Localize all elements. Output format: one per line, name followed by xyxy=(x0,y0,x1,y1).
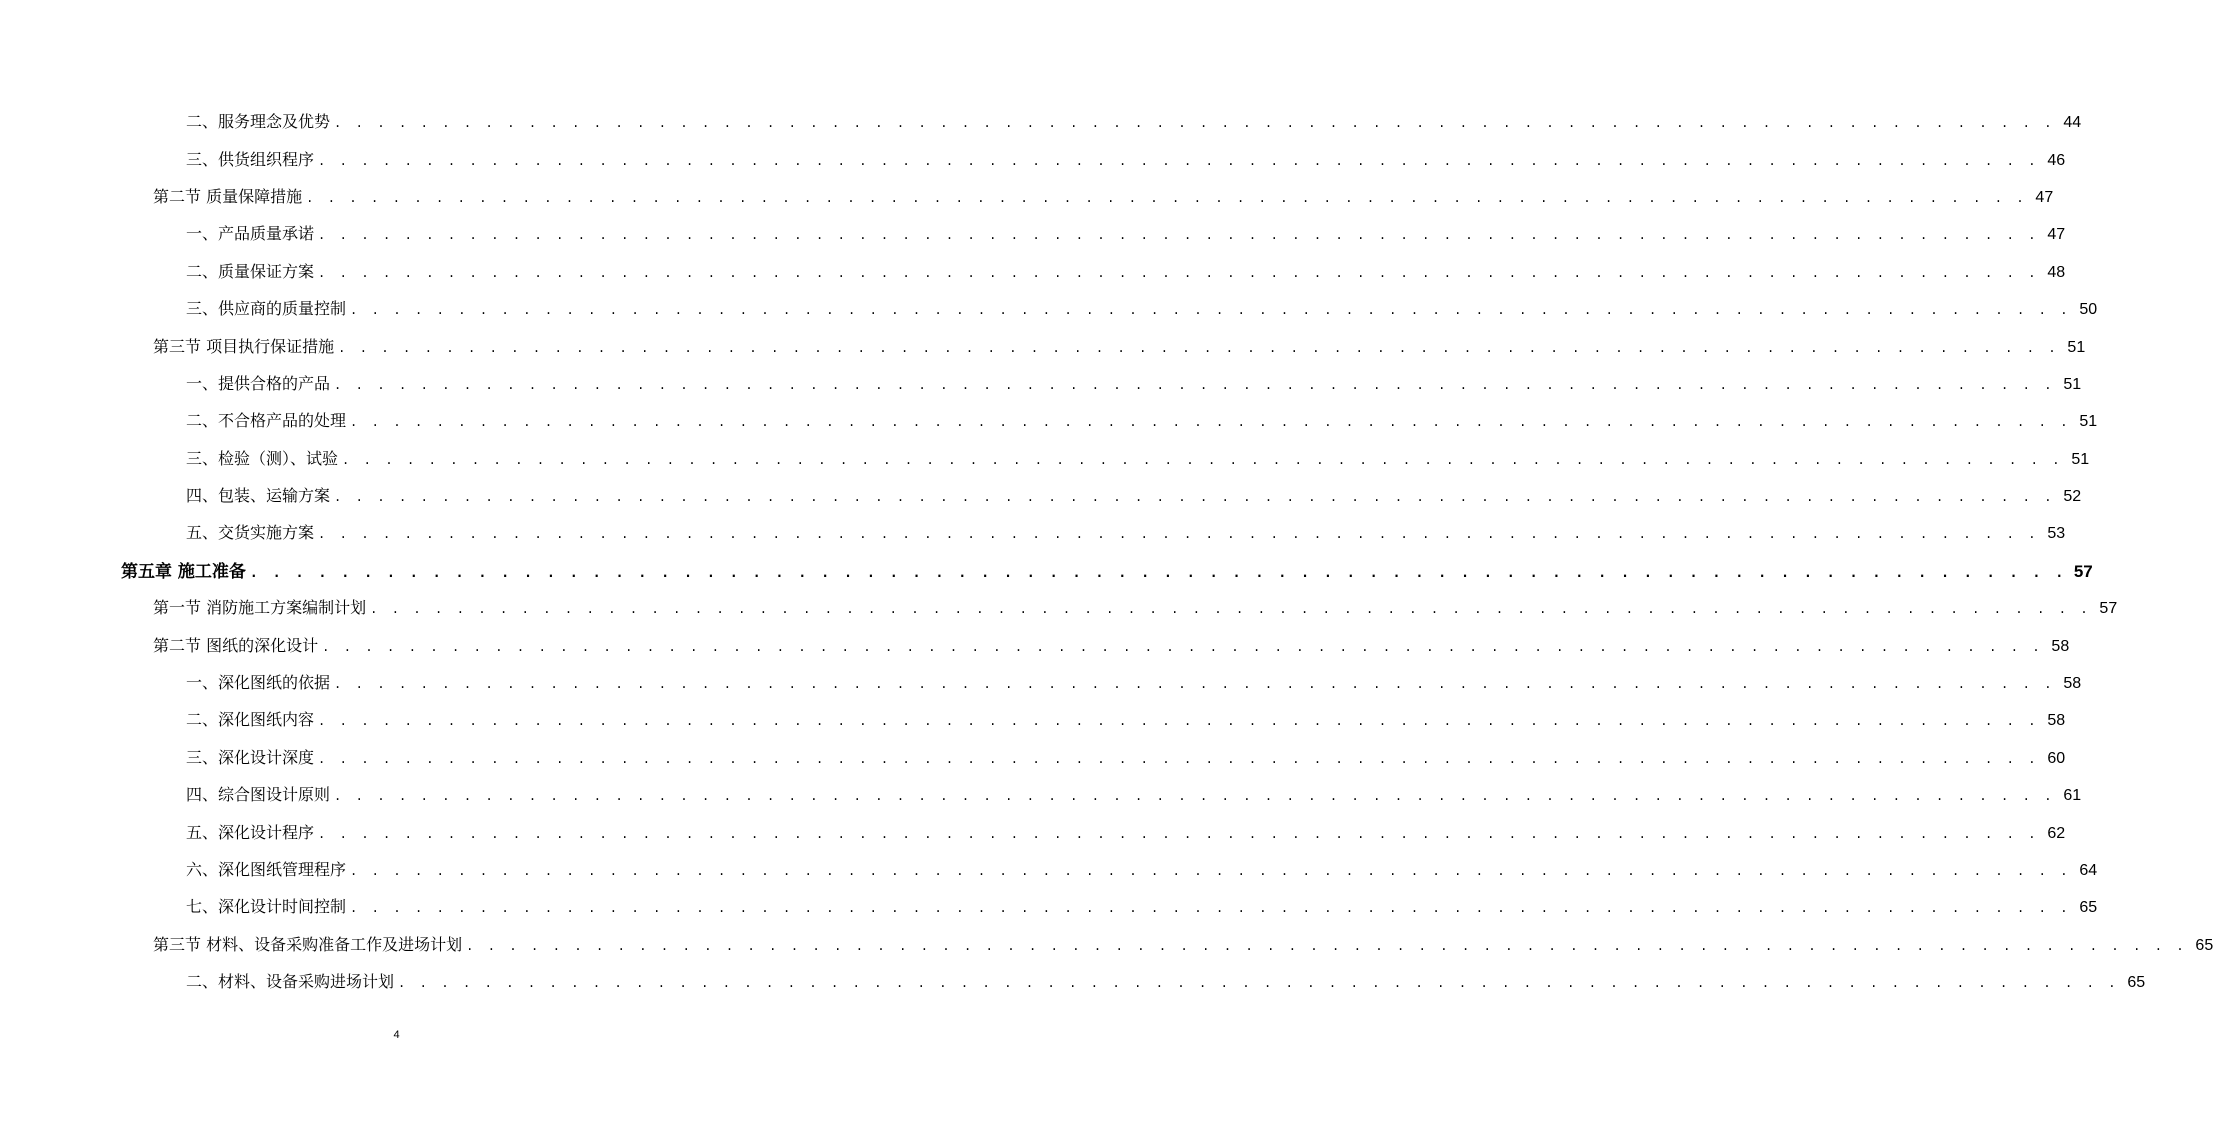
toc-entry-page-number: 44 xyxy=(2063,114,2082,132)
toc-subsection-entry[interactable] xyxy=(0,700,2066,737)
toc-entry-title: 二、质量保证方案 xyxy=(186,261,315,281)
toc-dot-leader: . . . . . . . . . . . . . . . . . . . . . . . . . . . . . . . . . . . . . . . . . . . . . . . . . . . . . . . . . . . . . . . . . . . . . . . . . . . . . . . . xyxy=(318,265,2040,280)
toc-section-entry[interactable] xyxy=(0,588,2118,625)
table-of-contents xyxy=(0,102,2213,999)
toc-subsection-entry[interactable] xyxy=(0,289,2098,326)
toc-subsection-entry[interactable] xyxy=(0,439,2090,476)
toc-dot-leader: . . . . . . . . . . . . . . . . . . . . . . . . . . . . . . . . . . . . . . . . . . . . . . . . . . . . . . . . . . . . . . . . . . . . . . . . . . . . . . . . xyxy=(370,602,2092,617)
toc-entry-page-number: 65 xyxy=(2195,936,2213,954)
toc-dot-leader: . . . . . . . . . . . . . . . . . . . . . . . . . . . . . . . . . . . . . . . . . . . . . . . . . . . . . . . . . . . . . . . . . . . . . . . . . . . . . . . . xyxy=(318,826,2040,841)
toc-entry-line xyxy=(186,857,2098,880)
toc-subsection-entry[interactable] xyxy=(0,962,2146,999)
toc-entry-title: 六、深化图纸管理程序 xyxy=(186,860,347,879)
toc-entry-title: 一、提供合格的产品 xyxy=(186,373,331,393)
toc-entry-title: 三、深化设计深度 xyxy=(186,747,315,767)
toc-subsection-entry[interactable] xyxy=(0,775,2082,812)
toc-entry-page-number: 47 xyxy=(2047,226,2066,244)
toc-subsection-entry[interactable] xyxy=(0,887,2098,924)
toc-entry-line xyxy=(186,259,2066,282)
toc-dot-leader: . . . . . . . . . . . . . . . . . . . . . . . . . . . . . . . . . . . . . . . . . . . . . . . . . . . . . . . . . . . . . . . . . . . . . . . . . . . . . . . . xyxy=(318,153,2040,168)
toc-entry-line xyxy=(186,408,2098,431)
toc-entry-line xyxy=(153,184,2054,207)
toc-entry-line xyxy=(186,894,2098,917)
toc-dot-leader: . . . . . . . . . . . . . . . . . . . . . . . . . . . . . . . . . . . . . . . . . . . . . . . . . . . . . . . . . . . . . . . . . . . . . . . . . . . . . . . . xyxy=(318,714,2040,729)
toc-entry-line xyxy=(186,296,2098,319)
toc-subsection-entry[interactable] xyxy=(0,364,2082,401)
toc-section-entry[interactable] xyxy=(0,925,2213,962)
toc-entry-page-number: 52 xyxy=(2063,488,2082,506)
toc-entry-title: 第五章 施工准备 xyxy=(121,561,246,582)
toc-dot-leader: . . . . . . . . . . . . . . . . . . . . . . . . . . . . . . . . . . . . . . . . . . . . . . . . . . . . . . . . . . . . . . . . . . . . . . . . . . . . . . . . xyxy=(318,751,2040,766)
toc-subsection-entry[interactable] xyxy=(0,102,2082,139)
toc-entry-title: 二、服务理念及优势 xyxy=(186,112,331,132)
toc-entry-title: 第二节 质量保障措施 xyxy=(153,186,303,206)
toc-entry-line xyxy=(186,707,2066,730)
toc-entry-title: 二、不合格产品的处理 xyxy=(186,411,347,431)
toc-section-entry[interactable] xyxy=(0,625,2070,662)
toc-section-entry[interactable] xyxy=(0,177,2054,214)
toc-entry-page-number: 65 xyxy=(2127,974,2146,992)
toc-entry-title: 第三节 材料、设备采购准备工作及进场计划 xyxy=(153,934,463,954)
toc-dot-leader: . . . . . . . . . . . . . . . . . . . . . . . . . . . . . . . . . . . . . . . . . . . . . . . . . . . . . . . . . . . . . . . . . . . . . . . . . . . . . . . . xyxy=(338,340,2060,355)
toc-subsection-entry[interactable] xyxy=(0,252,2066,289)
toc-entry-line xyxy=(153,633,2070,656)
toc-entry-page-number: 46 xyxy=(2047,151,2066,169)
toc-entry-title: 第三节 项目执行保证措施 xyxy=(153,336,335,356)
toc-section-entry[interactable] xyxy=(0,326,2086,363)
toc-entry-title: 五、交货实施方案 xyxy=(186,523,315,543)
toc-dot-leader: . . . . . . . . . . . . . . . . . . . . . . . . . . . . . . . . . . . . . . . . . . . . . . . . . . . . . . . . . . . . . . . . . . . . . . . . . . . . . . . . xyxy=(334,116,2056,131)
toc-entry-page-number: 61 xyxy=(2063,787,2082,805)
toc-dot-leader: . . . . . . . . . . . . . . . . . . . . . . . . . . . . . . . . . . . . . . . . . . . . . . . . . . . . . . . . . . . . . . . . . . . . . . . . . . . . . . . . xyxy=(350,864,2072,878)
toc-entry-page-number: 48 xyxy=(2047,263,2066,281)
toc-entry-line xyxy=(186,371,2082,394)
toc-dot-leader: . . . . . . . . . . . . . . . . . . . . . . . . . . . . . . . . . . . . . . . . . . . . . . . . . . . . . . . . . . . . . . . . . . . . . . . . . . . . . . . . xyxy=(318,228,2040,243)
toc-entry-title: 五、深化设计程序 xyxy=(186,822,315,842)
toc-entry-page-number: 51 xyxy=(2063,375,2082,393)
toc-subsection-entry[interactable] xyxy=(0,663,2082,700)
toc-entry-page-number: 51 xyxy=(2067,338,2086,356)
toc-entry-page-number: 53 xyxy=(2047,525,2066,543)
toc-entry-page-number: 51 xyxy=(2071,450,2090,468)
toc-entry-line xyxy=(186,745,2066,768)
toc-entry-title: 三、供货组织程序 xyxy=(186,149,315,169)
toc-entry-title: 四、综合图设计原则 xyxy=(186,785,331,805)
toc-subsection-entry[interactable] xyxy=(0,812,2066,849)
toc-dot-leader: . . . . . . . . . . . . . . . . . . . . . . . . . . . . . . . . . . . . . . . . . . . . . . . . . . . . . . . . . . . . . . . . . . . . . . . . . . . . . . . . xyxy=(334,377,2056,392)
toc-dot-leader: . . . . . . . . . . . . . . . . . . . . . . . . . . . . . . . . . . . . . . . . . . . . . . . . . . . . . . . . . . . . . . . . . . . . . . . . . . . . . . . . xyxy=(318,527,2040,542)
toc-chapter-entry[interactable] xyxy=(0,551,2093,588)
toc-entry-title: 三、供应商的质量控制 xyxy=(186,299,347,319)
toc-dot-leader: . . . . . . . . . . . . . . . . . . . . . . . . . . . . . . . . . . . . . . . . . . . . . . . . . . . . . . . . . . . . . . . . . . . . . . . . . . . . . . . . xyxy=(350,303,2072,318)
toc-dot-leader: . . . . . . . . . . . . . . . . . . . . . . . . . . . . . . . . . . . . . . . . . . . . . . . . . . . . . . . . . . . . . . . . . . . . . . . . . . . . . . . . xyxy=(350,415,2072,430)
toc-entry-line xyxy=(186,221,2066,244)
toc-entry-page-number: 57 xyxy=(2073,561,2093,581)
toc-entry-page-number: 50 xyxy=(2079,301,2098,319)
toc-dot-leader: . . . . . . . . . . . . . . . . . . . . . . . . . . . . . . . . . . . . . . . . . . . . . . . . . . . . . . . . . . . . . . . . . . . . . . . . . . . . . . . . xyxy=(334,789,2056,804)
toc-dot-leader: . . . . . . . . . . . . . . . . . . . . . . . . . . . . . . . . . . . . . . . . . . . . . . . . . . . . . . . . . . . . . . . . . . . . . . . . . . . . . . . . xyxy=(334,677,2056,692)
toc-entry-line xyxy=(153,932,2213,955)
toc-entry-line xyxy=(186,969,2146,992)
toc-subsection-entry[interactable] xyxy=(0,738,2066,775)
toc-entry-page-number: 57 xyxy=(2099,600,2118,618)
toc-entry-line xyxy=(186,147,2066,170)
toc-entry-title: 七、深化设计时间控制 xyxy=(186,897,347,917)
toc-entry-line xyxy=(186,520,2066,543)
toc-subsection-entry[interactable] xyxy=(0,513,2066,550)
toc-entry-page-number: 58 xyxy=(2047,712,2066,730)
toc-entry-line xyxy=(186,670,2082,693)
toc-entry-title: 一、深化图纸的依据 xyxy=(186,673,331,693)
toc-subsection-entry[interactable] xyxy=(0,401,2098,438)
toc-entry-line xyxy=(186,109,2082,132)
toc-entry-title: 四、包装、运输方案 xyxy=(186,486,331,506)
toc-subsection-entry[interactable] xyxy=(0,850,2098,887)
toc-dot-leader: . . . . . . . . . . . . . . . . . . . . . . . . . . . . . . . . . . . . . . . . . . . . . . . . . . . . . . . . . . . . . . . . . . . . . . . . . . . . . . . . xyxy=(249,565,2067,581)
toc-entry-page-number: 47 xyxy=(2035,188,2054,206)
toc-entry-line xyxy=(186,446,2090,469)
toc-entry-page-number: 64 xyxy=(2079,862,2098,879)
toc-dot-leader: . . . . . . . . . . . . . . . . . . . . . . . . . . . . . . . . . . . . . . . . . . . . . . . . . . . . . . . . . . . . . . . . . . . . . . . . . . . . . . . . xyxy=(334,490,2056,505)
toc-entry-page-number: 62 xyxy=(2047,824,2066,842)
toc-dot-leader: . . . . . . . . . . . . . . . . . . . . . . . . . . . . . . . . . . . . . . . . . . . . . . . . . . . . . . . . . . . . . . . . . . . . . . . . . . . . . . . . xyxy=(350,901,2072,916)
toc-entry-page-number: 51 xyxy=(2079,413,2098,431)
toc-entry-line xyxy=(121,557,2093,582)
toc-entry-line xyxy=(186,820,2066,843)
toc-entry-title: 第一节 消防施工方案编制计划 xyxy=(153,598,367,618)
page-number: 4 xyxy=(393,1029,400,1041)
toc-entry-title: 二、材料、设备采购进场计划 xyxy=(186,972,395,992)
toc-entry-title: 二、深化图纸内容 xyxy=(186,710,315,730)
toc-entry-page-number: 65 xyxy=(2079,899,2098,917)
toc-entry-page-number: 58 xyxy=(2051,637,2070,655)
toc-entry-line xyxy=(186,483,2082,506)
toc-entry-title: 三、检验（测）、试验 xyxy=(186,448,339,468)
toc-dot-leader: . . . . . . . . . . . . . . . . . . . . . . . . . . . . . . . . . . . . . . . . . . . . . . . . . . . . . . . . . . . . . . . . . . . . . . . . . . . . . . . . xyxy=(342,452,2064,467)
toc-entry-line xyxy=(153,595,2118,618)
toc-entry-title: 一、产品质量承诺 xyxy=(186,224,315,244)
toc-subsection-entry[interactable] xyxy=(0,214,2066,251)
toc-entry-line xyxy=(186,782,2082,805)
toc-dot-leader: . . . . . . . . . . . . . . . . . . . . . . . . . . . . . . . . . . . . . . . . . . . . . . . . . . . . . . . . . . . . . . . . . . . . . . . . . . . . . . . . xyxy=(306,190,2028,205)
toc-entry-title: 第二节 图纸的深化设计 xyxy=(153,635,319,655)
toc-subsection-entry[interactable] xyxy=(0,476,2082,513)
toc-dot-leader: . . . . . . . . . . . . . . . . . . . . . . . . . . . . . . . . . . . . . . . . . . . . . . . . . . . . . . . . . . . . . . . . . . . . . . . . . . . . . . . . xyxy=(466,938,2188,953)
toc-entry-page-number: 58 xyxy=(2063,675,2082,693)
toc-dot-leader: . . . . . . . . . . . . . . . . . . . . . . . . . . . . . . . . . . . . . . . . . . . . . . . . . . . . . . . . . . . . . . . . . . . . . . . . . . . . . . . . xyxy=(398,976,2120,991)
toc-entry-page-number: 60 xyxy=(2047,749,2066,767)
toc-entry-line xyxy=(153,334,2086,357)
toc-dot-leader: . . . . . . . . . . . . . . . . . . . . . . . . . . . . . . . . . . . . . . . . . . . . . . . . . . . . . . . . . . . . . . . . . . . . . . . . . . . . . . . . xyxy=(322,639,2044,654)
toc-subsection-entry[interactable] xyxy=(0,139,2066,176)
